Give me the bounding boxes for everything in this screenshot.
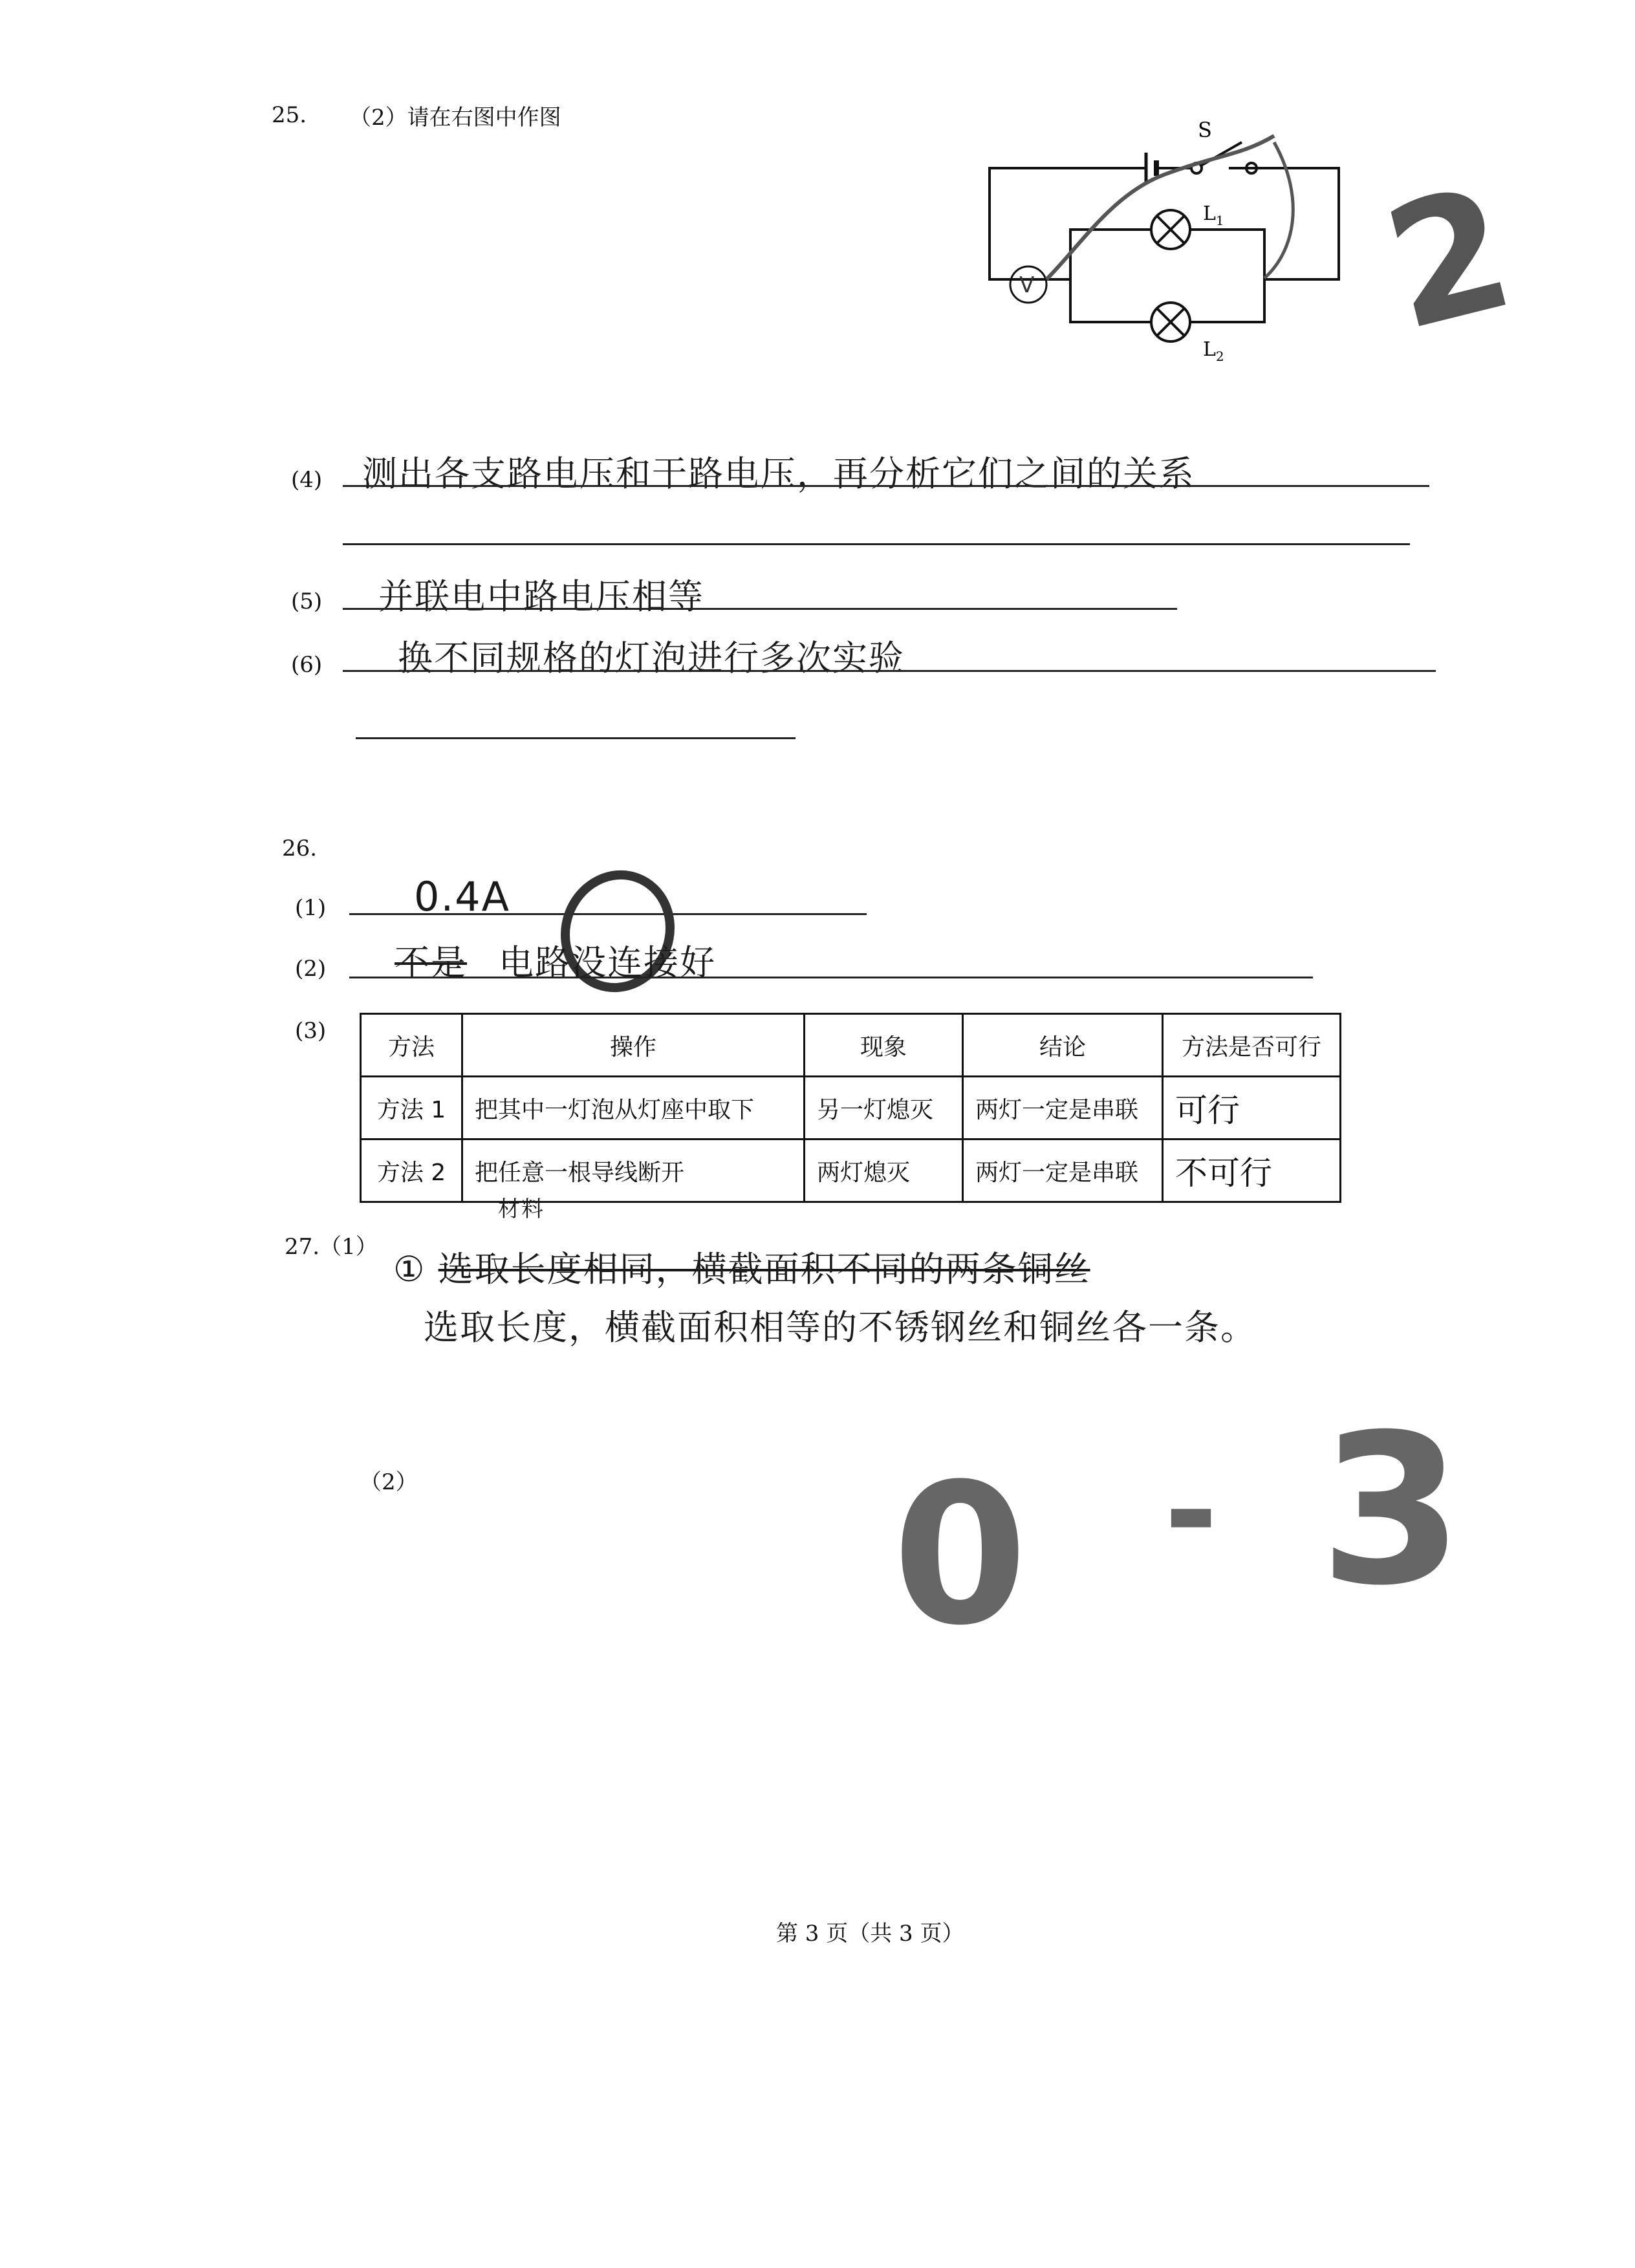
q25-part2-label: （2）请在右图中作图	[349, 105, 561, 131]
table-row	[361, 1077, 1341, 1139]
q25-part6-label: (6)	[291, 652, 323, 678]
grade-top-right: 2	[1369, 150, 1530, 369]
lamp2-label: $L_2$	[1203, 338, 1224, 364]
table-cell: 方法 2	[361, 1139, 462, 1202]
answer-line	[343, 543, 1410, 545]
table-header: 方法是否可行	[1163, 1014, 1341, 1077]
q26-part2-answer: 电路没连接好	[499, 942, 717, 983]
answer-line	[349, 977, 1313, 978]
table-cell: 把其中一灯泡从灯座中取下	[462, 1077, 805, 1139]
q27-line1-mark: ①	[393, 1249, 426, 1290]
grade-bottom-right: 3	[1319, 1390, 1464, 1631]
table-header: 结论	[963, 1014, 1163, 1077]
q27-line1-struck: 选取长度相同，横截面积不同的两条铜丝	[438, 1249, 1090, 1290]
q26-part2-label: (2)	[295, 956, 327, 982]
q26-number: 26.	[282, 836, 318, 861]
table-cell: 把任意一根导线断开	[462, 1139, 805, 1202]
q26-part2-struck: 不是	[395, 942, 467, 983]
q27-line1-row	[393, 1242, 1090, 1291]
table-header: 操作	[462, 1014, 805, 1077]
grade-bottom-dash: -	[1164, 1436, 1218, 1586]
methods-table	[360, 1013, 1341, 1203]
circuit-diagram	[970, 97, 1371, 369]
page-footer: 第 3 页（共 3 页）	[776, 1921, 964, 1947]
answer-line	[343, 485, 1429, 487]
q26-part1-answer: 0.4A	[414, 873, 511, 920]
voltmeter-label: V	[1019, 272, 1035, 298]
lamp1-label: $L_1$	[1203, 202, 1224, 228]
answer-line	[343, 670, 1436, 672]
table-cell: 两灯一定是串联	[963, 1139, 1163, 1202]
answer-line	[343, 608, 1177, 610]
table-header: 方法	[361, 1014, 462, 1077]
table-cell: 方法 1	[361, 1077, 462, 1139]
grade-bottom: 0	[893, 1442, 1028, 1668]
q25-part5-label: (5)	[291, 589, 323, 614]
table-cell-handwritten: 可行	[1163, 1077, 1341, 1139]
circuit-switch-label: S	[1198, 118, 1212, 142]
q27-line2: 选取长度，横截面积相等的不锈钢丝和铜丝各一条。	[424, 1307, 1257, 1348]
q27-number: 27.（1）	[285, 1234, 378, 1260]
q27-line1-above: 材料	[498, 1196, 545, 1222]
table-cell-handwritten: 不可行	[1163, 1139, 1341, 1202]
table-cell: 两灯熄灭	[805, 1139, 963, 1202]
q26-part3-label: (3)	[295, 1018, 327, 1044]
q25-part6-answer: 换不同规格的灯泡进行多次实验	[398, 638, 905, 678]
q25-part4-label: (4)	[291, 467, 323, 493]
table-header: 现象	[805, 1014, 963, 1077]
q25-number: 25.	[272, 102, 307, 128]
q27-part2-label: （2）	[360, 1469, 418, 1495]
table-cell: 两灯一定是串联	[963, 1077, 1163, 1139]
q26-part1-label: (1)	[295, 895, 327, 921]
table-header-row	[361, 1014, 1341, 1077]
q25-part4-answer: 测出各支路电压和干路电压，再分析它们之间的关系	[362, 453, 1195, 494]
table-cell: 另一灯熄灭	[805, 1077, 963, 1139]
answer-line	[356, 737, 796, 739]
q25-part5-answer: 并联电中路电压相等	[378, 576, 704, 617]
